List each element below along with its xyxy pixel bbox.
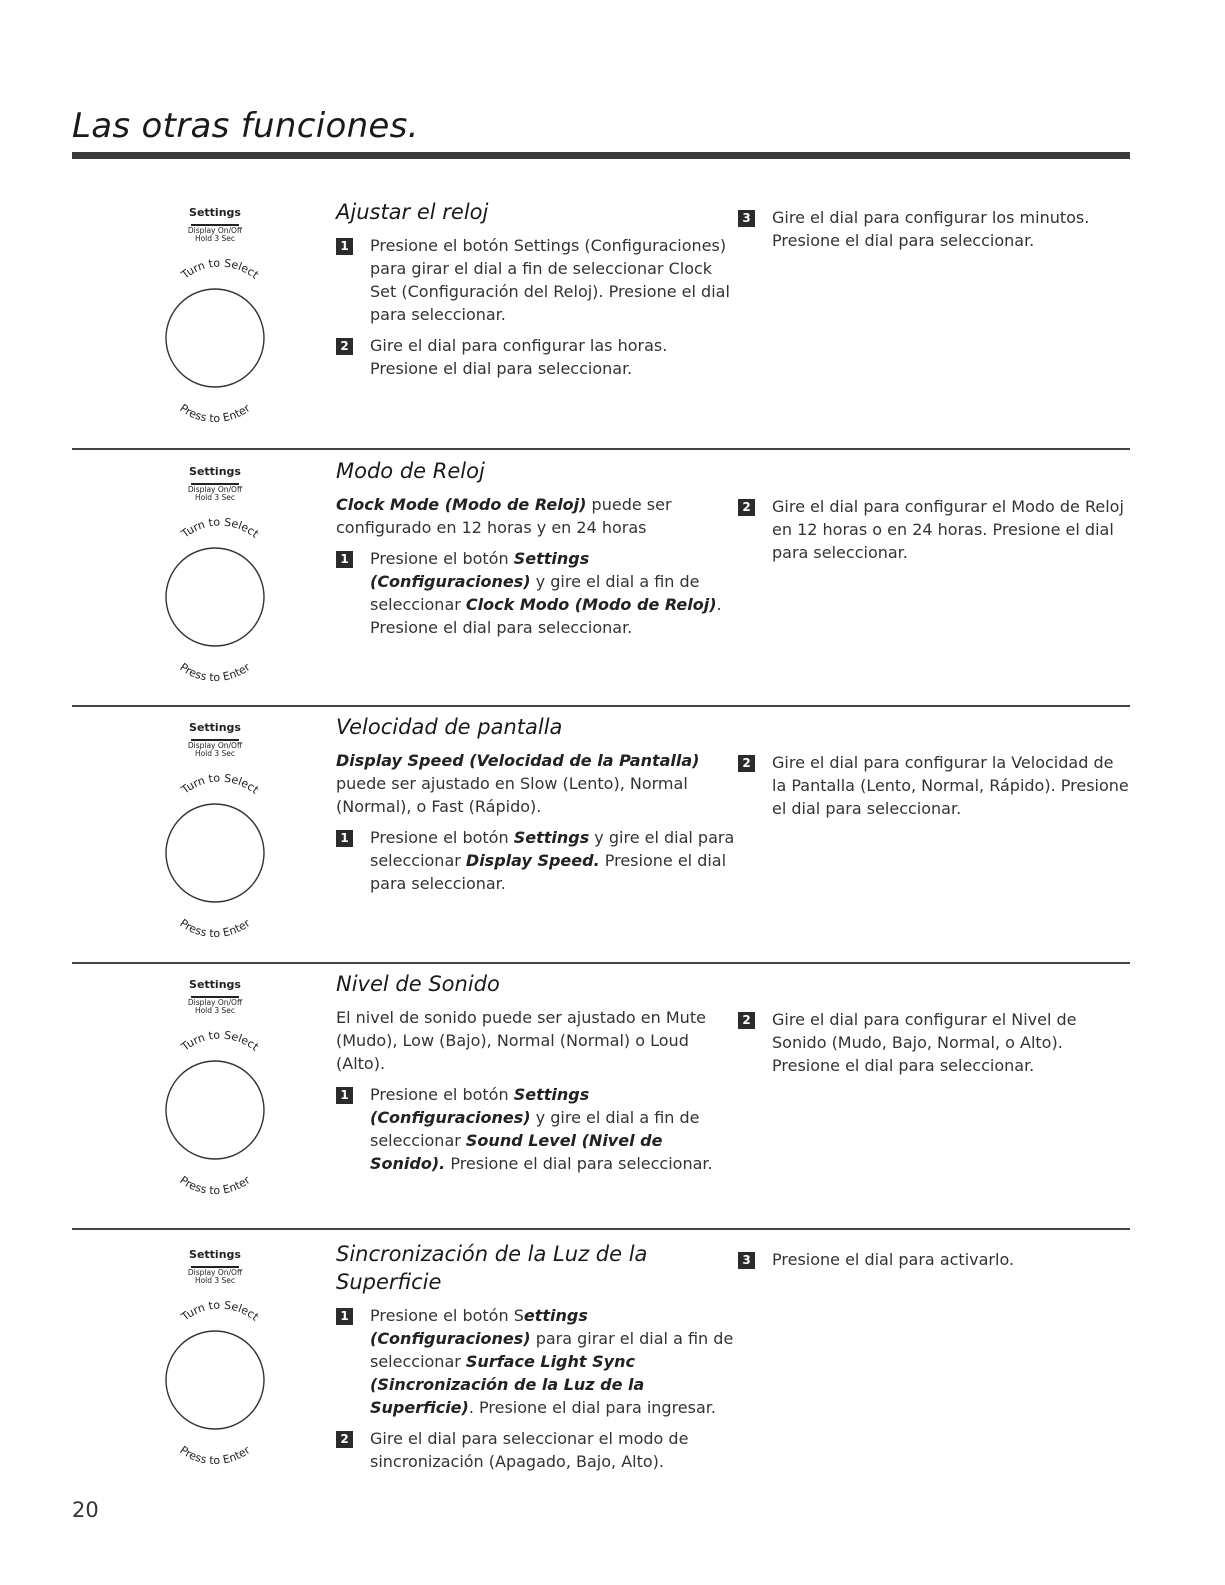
step-2 xyxy=(738,751,1130,820)
step-number-badge: 3 xyxy=(738,210,755,227)
section-right-column xyxy=(738,1008,1130,1077)
section-right-column xyxy=(738,206,1130,252)
step-number-badge: 2 xyxy=(738,499,755,516)
section-title: Sincronización de la Luz de la Superficie xyxy=(336,1242,648,1294)
section-left-column xyxy=(336,713,736,895)
step-number-badge: 3 xyxy=(738,1252,755,1269)
step-text: Gire el dial para configurar los minutos. Presione el dial para seleccionar. xyxy=(772,208,1090,250)
dial-diagram xyxy=(150,465,280,685)
step-2 xyxy=(738,495,1130,564)
page-title: Las otras funciones. xyxy=(72,106,419,146)
section-intro: Display Speed (Velocidad de la Pantalla) puede ser ajustado en Slow (Lento), Normal (Normal), o Fast (Rápido). xyxy=(336,751,700,816)
press-to-enter-label: Press to Enter xyxy=(177,1443,253,1468)
step-3 xyxy=(738,206,1130,252)
step-2 xyxy=(336,1427,736,1473)
step-1: 1 Presione el botón Settings y gire el dial para seleccionar Display Speed. Presione el dial para seleccionar. xyxy=(336,826,736,895)
section-right-column xyxy=(738,495,1130,564)
dial-diagram xyxy=(150,721,280,941)
settings-label: Settings xyxy=(189,978,241,991)
section-title: Nivel de Sonido xyxy=(336,972,500,996)
step-text: Gire el dial para configurar el Nivel de Sonido (Mudo, Bajo, Normal, o Alto). Presione el dial para seleccionar. xyxy=(772,1010,1077,1075)
step-2 xyxy=(738,1008,1130,1077)
section-right-column xyxy=(738,751,1130,820)
display-hold-label: Display On/Off Hold 3 Sec xyxy=(187,998,243,1015)
dial-diagram xyxy=(150,206,280,426)
turn-to-select-label: Turn to Select xyxy=(178,256,262,282)
turn-to-select-label: Turn to Select xyxy=(178,1298,262,1324)
turn-to-select-label: Turn to Select xyxy=(178,1028,262,1054)
page-number: 20 xyxy=(72,1498,99,1522)
step-number-badge: 1 xyxy=(336,551,353,568)
section-divider xyxy=(72,1228,1130,1230)
step-number-badge: 1 xyxy=(336,238,353,255)
section-divider xyxy=(72,448,1130,450)
press-to-enter-label: Press to Enter xyxy=(177,660,253,685)
section-title: Modo de Reloj xyxy=(336,459,485,483)
dial-knob xyxy=(166,548,264,646)
dial-knob xyxy=(166,1061,264,1159)
step-text: Presione el botón Settings (Configuraciones) para girar el dial a fin de seleccionar Clock Set (Configuración del Reloj). Presione el dial para seleccionar. xyxy=(370,236,730,324)
dial-diagram xyxy=(150,978,280,1198)
turn-to-select-label: Turn to Select xyxy=(178,771,262,797)
step-number-badge: 2 xyxy=(738,1012,755,1029)
step-text: Gire el dial para configurar la Velocidad de la Pantalla (Lento, Normal, Rápido). Presione el dial para seleccionar. xyxy=(772,753,1129,818)
section-right-column xyxy=(738,1248,1130,1271)
settings-label: Settings xyxy=(189,721,241,734)
title-rule xyxy=(72,152,1130,159)
section-left-column xyxy=(336,457,736,639)
step-text: Gire el dial para seleccionar el modo de sincronización (Apagado, Bajo, Alto). xyxy=(370,1429,689,1471)
display-hold-label: Display On/Off Hold 3 Sec xyxy=(187,741,243,758)
step-number-badge: 1 xyxy=(336,1087,353,1104)
section-title: Velocidad de pantalla xyxy=(336,715,563,739)
section-left-column xyxy=(336,198,736,380)
display-hold-label: Display On/Off Hold 3 Sec xyxy=(187,485,243,502)
display-hold-label: Display On/Off Hold 3 Sec xyxy=(187,226,243,243)
dial-knob xyxy=(166,804,264,902)
step-1: 1 Presione el botón Settings (Configuraciones) para girar el dial a fin de seleccionar Surface Light Sync (Sincronización de la Luz de la Superficie). Presione el dial para ingresar. xyxy=(336,1304,736,1419)
display-hold-label: Display On/Off Hold 3 Sec xyxy=(187,1268,243,1285)
section-left-column xyxy=(336,970,736,1175)
settings-label: Settings xyxy=(189,206,241,219)
press-to-enter-label: Press to Enter xyxy=(177,401,253,426)
section-divider xyxy=(72,962,1130,964)
step-3 xyxy=(738,1248,1130,1271)
step-text: Gire el dial para configurar las horas. Presione el dial para seleccionar. xyxy=(370,336,668,378)
dial-knob-graphic xyxy=(150,1248,280,1468)
dial-knob xyxy=(166,1331,264,1429)
step-number-badge: 2 xyxy=(336,1431,353,1448)
section-intro: El nivel de sonido puede ser ajustado en Mute (Mudo), Low (Bajo), Normal (Normal) o Loud (Alto). xyxy=(336,1008,706,1073)
settings-label: Settings xyxy=(189,1248,241,1261)
press-to-enter-label: Press to Enter xyxy=(177,1173,253,1198)
step-number-badge: 2 xyxy=(336,338,353,355)
press-to-enter-label: Press to Enter xyxy=(177,916,253,941)
dial-knob xyxy=(166,289,264,387)
settings-label: Settings xyxy=(189,465,241,478)
step-2 xyxy=(336,334,736,380)
step-1 xyxy=(336,234,736,326)
step-number-badge: 1 xyxy=(336,1308,353,1325)
section-intro: Clock Mode (Modo de Reloj) puede ser configurado en 12 horas y en 24 horas xyxy=(336,495,672,537)
section-title: Ajustar el reloj xyxy=(336,200,489,224)
step-1: 1 Presione el botón Settings (Configuraciones) y gire el dial a fin de seleccionar Sound Level (Nivel de Sonido). Presione el dial para seleccionar. xyxy=(336,1083,736,1175)
section-divider xyxy=(72,705,1130,707)
dial-knob-graphic xyxy=(150,721,280,941)
step-text: Presione el dial para activarlo. xyxy=(772,1250,1015,1269)
step-1: 1 Presione el botón Settings (Configuraciones) y gire el dial a fin de seleccionar Clock Modo (Modo de Reloj). Presione el dial para seleccionar. xyxy=(336,547,736,639)
dial-knob-graphic xyxy=(150,465,280,685)
step-number-badge: 1 xyxy=(336,830,353,847)
step-number-badge: 2 xyxy=(738,755,755,772)
section-left-column xyxy=(336,1240,736,1473)
step-text: Gire el dial para configurar el Modo de Reloj en 12 horas o en 24 horas. Presione el dial para seleccionar. xyxy=(772,497,1124,562)
dial-diagram xyxy=(150,1248,280,1468)
turn-to-select-label: Turn to Select xyxy=(178,515,262,541)
dial-knob-graphic xyxy=(150,206,280,426)
dial-knob-graphic xyxy=(150,978,280,1198)
